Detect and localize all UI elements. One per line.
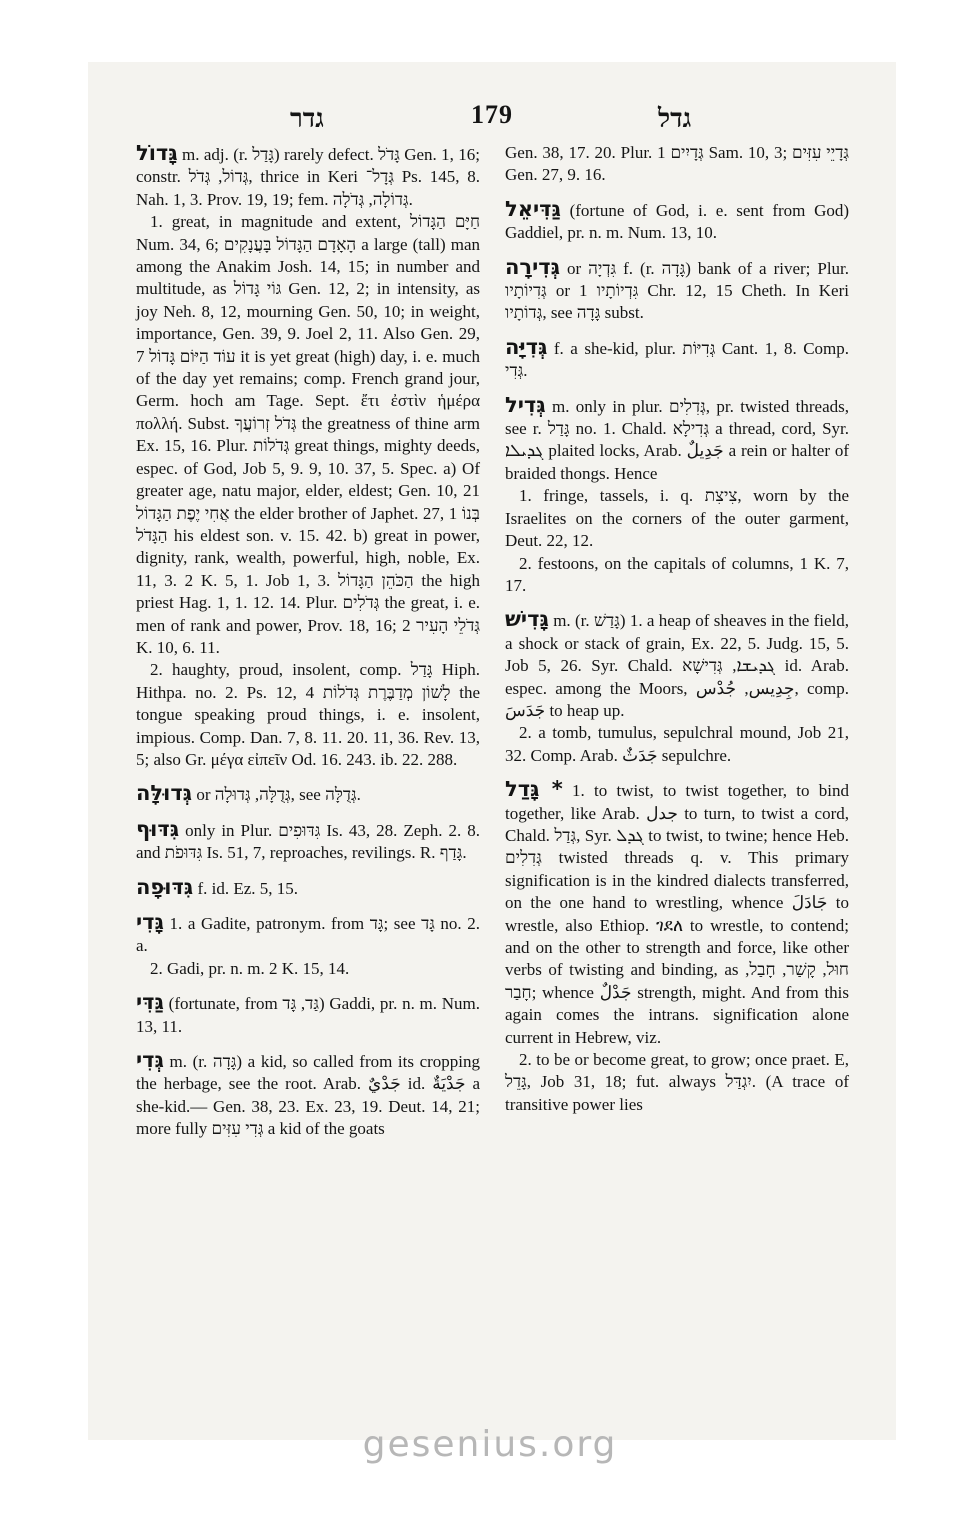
entry-paragraph (505, 1049, 849, 1116)
dictionary-entry (505, 198, 849, 245)
entry-headword: גְּדִיָּה (505, 334, 548, 359)
entry-text: f. a she-kid, plur. גְּדִיּוֹת Cant. 1, 8. Comp. גְּדִי. (505, 338, 850, 381)
running-head-left: גדר (290, 104, 324, 133)
entry-text: 1. fringe, tassels, i. q. צִיצִת, worn by the Israelites on the corners of the outer garment, Deut. 22, 12. (505, 486, 849, 551)
dictionary-entry (136, 991, 480, 1038)
entry-paragraph (505, 198, 849, 245)
entry-paragraph (505, 722, 849, 767)
entry-paragraph (505, 394, 849, 486)
dictionary-entry (505, 336, 849, 383)
entry-paragraph (505, 485, 849, 552)
page-number: 179 (471, 100, 513, 129)
entry-headword: גָּדִישׁ (505, 607, 549, 632)
entry-headword: גִּדּוּפָה (136, 874, 194, 899)
entry-text: f. id. Ez. 5, 15. (197, 878, 299, 898)
entry-headword: גָּדִי (136, 910, 164, 934)
entry-text: Gen. 38, 17. 20. Plur. גְּדָיִים 1 Sam. 10, 3; גְּדָיֵי עִזִּים Gen. 27, 9. 16. (505, 143, 849, 185)
entry-text: or גִּדְיָה f. (r. גָּדָה) bank of a river; Plur. גְּדִיוֹתָיו or גִּדְיוֹתָיו 1 Chr. 12, 15 Cheth. In Keri גְּדוֹתָיו, see גָּדָה subst. (505, 258, 850, 323)
dictionary-entry (136, 911, 480, 980)
entry-paragraph (136, 782, 480, 806)
entry-headword: * גָּדַל (505, 777, 563, 802)
dictionary-entry (136, 142, 480, 771)
entry-paragraph (505, 336, 849, 383)
dictionary-entry (505, 394, 849, 598)
entry-text: 2. festoons, on the capitals of columns, 1 K. 7, 17. (505, 553, 849, 595)
entry-text: 2. a tomb, tumulus, sepulchral mound, Job 21, 32. Comp. Arab. جَدَثٌ sepulchre. (505, 723, 849, 765)
entry-text: 1. great, in magnitude and extent, חַיָּם הַגָּדוֹל Num. 34, 6; הָאָדָם הַגָּדוֹל בָּעֲנָקִים a large (tall) man among the Anakim Josh. 14, 15; in number and multitude, as גּוֹי גָּדוֹל Gen. 12, 2; in intensity, as joy Neh. 8, 12, mourning Gen. 50, 10; in weight, importance, Gen. 39, 9. Joel 2, 11. Also Gen. 29, 7 עוֹד הַיּוֹם גָּדוֹל it is yet great (high) day, i. e. much of the day yet remains; comp. French grand jour, Germ. hoch am Tage. Sept. ἔτι ἐστὶν ἡμέρα πολλή. Subst. גְּדֹל זְרוֹעֲךָ the greatness of thine arm Ex. 15, 16. Plur. גְּדֹלוֹת great things, mighty deeds, espec. of God, Job 5, 9. 9, 10. 37, 5. Spec. a) Of greater age, natu major, elder, eldest; Gen. 10, 21 אֲחִי יֶפֶת הַגָּדוֹל the elder brother of Japhet. 27, 1 בְּנוֹ הַגָּדֹל his eldest son. v. 15. 42. b) great in power, dignity, rank, wealth, powerful, high, noble, Ex. 11, 3. 2 K. 5, 1. Job 1, 3. הַכֹּהֵן הַגָּדוֹל the high priest Hag. 1, 1. 12. 14. Plur. גְּדֹלִים the great, i. e. men of rank and power, Prov. 18, 16; גְּדֹלֵי הָעִיר 2 K. 10, 6. 11. (136, 212, 481, 657)
dictionary-entry (136, 782, 480, 806)
entry-headword: גִּדּוּף (136, 816, 180, 841)
entry-paragraph (136, 211, 480, 659)
entry-text: 1. a Gadite, patronym. from גָּד; see גָּד no. 2. a. (136, 914, 481, 956)
entry-paragraph (136, 1049, 480, 1141)
dictionary-entry (505, 778, 849, 1116)
left-column (136, 142, 480, 1152)
entry-text: 2. haughty, proud, insolent, comp. גָּדַל Hiph. Hithpa. no. 2. Ps. 12, 4 לָשׁוֹן מְדַבֶּרֶת גְּדֹלוֹת the tongue speaking proud things, i. e. insolent, impious. Comp. Dan. 7, 8. 11. 20. 11, 36. Rev. 13, 5; also Gr. μέγα εἰπεῖν Od. 16. 243. ib. 22. 288. (136, 660, 480, 769)
entry-text: 2. Gadi, pr. n. m. 2 K. 15, 14. (150, 958, 350, 978)
entry-paragraph (505, 608, 849, 722)
entry-paragraph (505, 256, 849, 325)
entry-text: m. adj. (r. גָּדַל) rarely defect. גָּדֹל Gen. 1, 16; constr. גְּדוֹל, גְּדֹל, thrice in Keri גְּדָל־ Ps. 145, 8. Nah. 1, 3. Prov. 19, 19; fem. גְּדוֹלָה, גְּדֹלָה. (136, 145, 480, 209)
entry-headword: גְּדִי (136, 1048, 164, 1073)
dictionary-entry (136, 818, 480, 865)
entry-paragraph (136, 991, 480, 1038)
entry-headword: גְּדִירָה (505, 254, 560, 279)
entry-text: m. only in plur. גְּדִלִים, pr. twisted threads, see r. גָּדַל no. 1. Chald. גְּדִילָא a thread, cord, Syr. ܓܕܝܠܐ plaited locks, Arab. جَدِيلٌ a rein or halter of braided thongs. Hence (505, 396, 850, 483)
entry-text: (fortune of God, i. e. sent from God) Gaddiel, pr. n. m. Num. 13, 10. (505, 200, 850, 243)
entry-paragraph (136, 142, 480, 211)
entry-headword: גְּדוּלָּה (136, 781, 193, 806)
running-head-right: גדל (658, 104, 692, 133)
entry-text: 2. to be or become great, to grow; once praet. E, גָּדֵל, Job 31, 18; fut. always יִגְדַּל. (A trace of transitive power lies (505, 1050, 849, 1114)
entry-text: (fortunate, from גַּד, גָּד) Gaddi, pr. n. m. Num. 13, 11. (136, 994, 481, 1036)
page-header (88, 100, 896, 140)
entry-headword: גָּדוֹל (136, 141, 178, 165)
entry-text: 1. to twist, to twist together, to bind together, like Arab. جدل to turn, to twist a cord, Chald. גְּדַל, Syr. ܓܕܠ to twist, to twine; hence Heb. גְּדִלִים twisted threads q. v. This primary signification is in the kindred dialects transferred, on the one hand to wrestling, whence جَادَلَ to wrestle, also Ethiop. ገደለ to wrestle, to contend; and on the other to strength and force, like other verbs of twisting and binding, as חוּל, קָשַׁר, חָבַל, חָבַר; whence جَدْلٌ strength, might. And from this again comes the intrans. signification alone current in Hebrew, viz. (505, 781, 850, 1047)
entry-headword: גְּדִיל (505, 392, 546, 417)
dictionary-page (88, 62, 896, 1440)
entry-text: or גְּדֻלָּה, גְּדוּלָה, see גְּדֻלָּה. (196, 785, 361, 805)
entry-headword: גַּדִּי (136, 990, 164, 1015)
entry-headword: גַּדִּיאֵל (505, 196, 561, 221)
entry-text: m. (r. גָּדַשׁ) 1. a heap of sheaves in the field, a shock or stack of grain, Ex. 22, 5. Judg. 15, 5. Job 5, 26. Syr. Chald. ܓܕܝܫܐ, גְּדִישָׁא id. Arab. espec. among the Moors, جِدِيس, جُدْس, comp. جَدَسَ to heap up. (505, 611, 850, 720)
entry-paragraph (136, 659, 480, 771)
dictionary-entry (505, 608, 849, 767)
watermark: gesenius.org (362, 1424, 618, 1465)
entry-paragraph (505, 778, 849, 1049)
right-column (505, 142, 849, 1127)
entry-paragraph (136, 958, 480, 980)
entry-paragraph (136, 911, 480, 958)
entry-paragraph (505, 553, 849, 598)
entry-paragraph (136, 818, 480, 865)
entry-paragraph (136, 876, 480, 900)
dictionary-entry (505, 142, 849, 187)
entry-text: only in Plur. גִּדּוּפִים Is. 43, 28. Zeph. 2. 8. and גִּדּוּפֹת Is. 51, 7, reproaches, revilings. R. גָּדַף. (136, 820, 480, 863)
dictionary-entry (505, 256, 849, 325)
dictionary-entry (136, 1049, 480, 1141)
entry-paragraph (505, 142, 849, 187)
dictionary-entry (136, 876, 480, 900)
entry-text: m. (r. גָּדָה) a kid, so called from its cropping the herbage, see the root. Arab. جَدْيٌ id. جَدْيَةٌ a she-kid.— Gen. 38, 23. Ex. 23, 19. Deut. 14, 21; more fully גְּדִי עִזִּים a kid of the goats (136, 1052, 481, 1139)
